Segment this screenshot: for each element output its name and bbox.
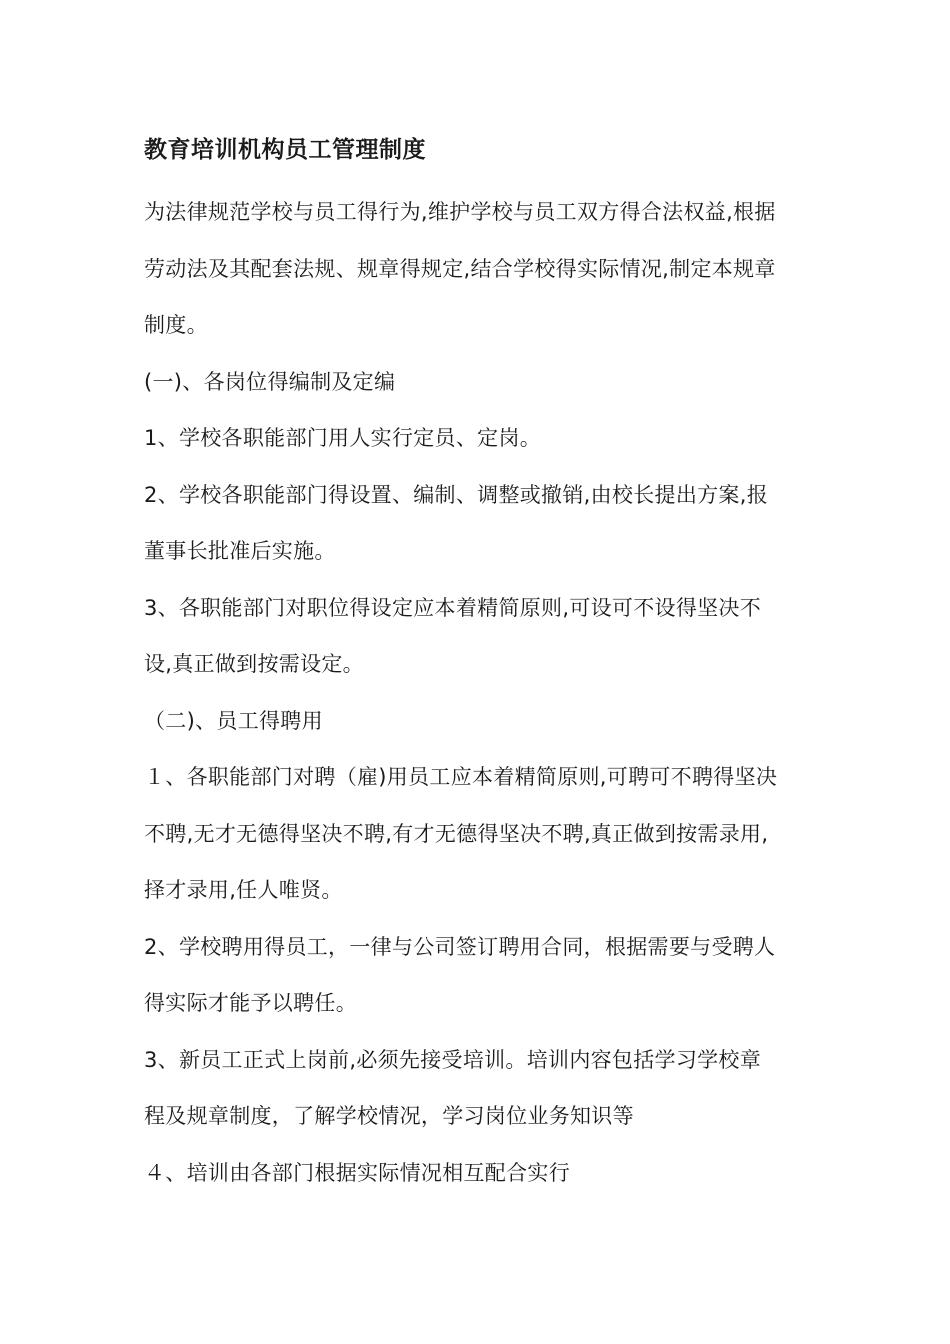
text-line: 为法律规范学校与员工得行为,维护学校与员工双方得合法权益,根据 — [144, 200, 776, 224]
paragraph-s1-item-3 — [144, 580, 809, 693]
text-line: 得实际才能予以聘任。 — [144, 991, 357, 1015]
text-line: 不聘,无才无德得坚决不聘,有才无德得坚决不聘,真正做到按需录用, — [144, 821, 769, 846]
paragraph-s2-item-4 — [144, 1145, 809, 1202]
text-line: 劳动法及其配套法规、规章得规定,结合学校得实际情况,制定本规章 — [144, 256, 776, 281]
text-line: 3、各职能部门对职位得设定应本着精简原则,可设可不设得坚决不 — [144, 595, 762, 620]
text-line: 1、学校各职能部门用人实行定员、定岗。 — [144, 426, 542, 450]
text-line: 设,真正做到按需设定。 — [144, 652, 364, 676]
paragraph-intro — [144, 184, 809, 354]
text-line: １、各职能部门对聘（雇)用员工应本着精简原则,可聘可不聘得坚决 — [144, 765, 778, 789]
text-line: 择才录用,任人唯贤。 — [144, 878, 343, 902]
paragraph-s1-item-2 — [144, 467, 809, 580]
text-line: 3、新员工正式上岗前,必须先接受培训。培训内容包括学习学校章 — [144, 1047, 762, 1072]
document-body — [144, 128, 809, 1201]
text-line: 制度。 — [144, 313, 208, 337]
paragraph-section-2-heading — [144, 693, 809, 750]
paragraph-list — [144, 184, 809, 1201]
text-line: 2、学校各职能部门得设置、编制、调整或撤销,由校长提出方案,报 — [144, 482, 769, 507]
document-title: 教育培训机构员工管理制度 — [144, 137, 426, 163]
paragraph-s2-item-2 — [144, 919, 809, 1032]
text-line: 董事长批准后实施。 — [144, 539, 336, 563]
paragraph-s2-item-1 — [144, 749, 809, 919]
paragraph-s2-item-3 — [144, 1032, 809, 1145]
text-line: ４、培训由各部门根据实际情况相互配合实行 — [144, 1160, 570, 1185]
paragraph-section-1-heading — [144, 354, 809, 411]
text-line: 2、学校聘用得员工，一律与公司签订聘用合同，根据需要与受聘人 — [144, 934, 776, 959]
paragraph-s1-item-1 — [144, 410, 809, 467]
text-line: 程及规章制度，了解学校情况，学习岗位业务知识等 — [144, 1104, 634, 1128]
text-line: (一)、各岗位得编制及定编 — [144, 369, 396, 394]
text-line: （二)、员工得聘用 — [144, 708, 323, 733]
